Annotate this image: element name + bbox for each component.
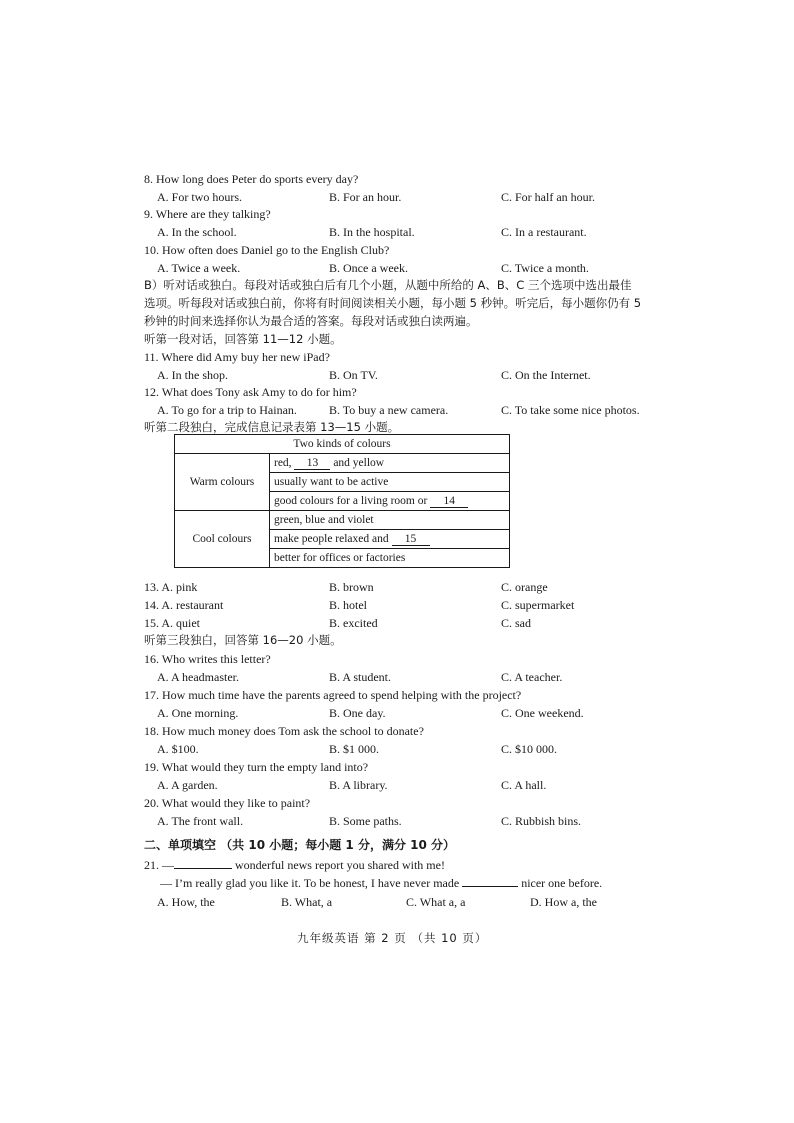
question-16-option-b: B. A student. — [329, 670, 392, 684]
blank-15: 15 — [392, 533, 430, 546]
cell-text: red, — [274, 456, 295, 469]
question-14-option-b: B. hotel — [329, 598, 367, 612]
cool-colours-label: Cool colours — [175, 511, 270, 568]
question-21-option-b: B. What, a — [281, 895, 333, 909]
table-row — [175, 511, 510, 530]
table-title: Two kinds of colours — [175, 435, 510, 454]
part-3-instruction: 听第三段独白，回答第 16—20 小题。 — [144, 633, 342, 647]
question-16-option-a: A. A headmaster. — [157, 670, 239, 684]
question-21-option-c: C. What a, a — [406, 895, 466, 909]
question-21-option-d: D. How a, the — [530, 895, 597, 909]
part-1-instruction: 听第一段对话，回答第 11—12 小题。 — [144, 332, 342, 346]
question-20-stem: 20. What would they like to paint? — [144, 796, 311, 810]
question-11-stem: 11. Where did Amy buy her new iPad? — [144, 350, 330, 364]
question-9-option-b: B. In the hospital. — [329, 225, 415, 239]
section-two-title: 二、单项填空 （共 10 小题；每小题 1 分，满分 10 分） — [144, 838, 455, 852]
question-8-option-b: B. For an hour. — [329, 190, 402, 204]
question-21-line-2-text: — I’m really glad you like it. To be honest, I have never made — [160, 876, 460, 890]
blank-13: 13 — [294, 457, 330, 470]
question-12-option-b: B. To buy a new camera. — [329, 403, 449, 417]
question-8-option-c: C. For half an hour. — [501, 190, 595, 204]
cell-text: make people relaxed and — [274, 532, 392, 545]
table-cell: usually want to be active — [270, 473, 510, 492]
question-19-option-a: A. A garden. — [157, 778, 218, 792]
question-16-option-c: C. A teacher. — [501, 670, 563, 684]
page-footer: 九年级英语 第 2 页 （共 10 页） — [297, 931, 488, 945]
question-9-option-a: A. In the school. — [157, 225, 237, 239]
question-10-option-b: B. Once a week. — [329, 261, 408, 275]
question-8-option-a: A. For two hours. — [157, 190, 243, 204]
warm-colours-label: Warm colours — [175, 454, 270, 511]
table-cell: green, blue and violet — [270, 511, 510, 530]
question-16-stem: 16. Who writes this letter? — [144, 652, 271, 666]
question-18-stem: 18. How much money does Tom ask the school to donate? — [144, 724, 424, 738]
question-20-option-c: C. Rubbish bins. — [501, 814, 582, 828]
question-17-option-c: C. One weekend. — [501, 706, 584, 720]
question-15-option-b: B. excited — [329, 616, 378, 630]
question-21-option-a: A. How, the — [157, 895, 215, 909]
table-cell — [270, 492, 510, 511]
question-14-option-a: 14. A. restaurant — [144, 598, 224, 612]
question-21-prefix: 21. — — [144, 858, 174, 872]
question-13-option-c: C. orange — [501, 580, 548, 594]
question-11-option-b: B. On TV. — [329, 368, 378, 382]
question-12-stem: 12. What does Tony ask Amy to do for him? — [144, 385, 357, 399]
table-cell — [270, 454, 510, 473]
question-17-stem: 17. How much time have the parents agreed to spend helping with the project? — [144, 688, 522, 702]
question-8-stem: 8. How long does Peter do sports every day? — [144, 172, 359, 186]
question-20-option-a: A. The front wall. — [157, 814, 244, 828]
cell-text: and yellow — [330, 456, 385, 469]
question-10-option-a: A. Twice a week. — [157, 261, 241, 275]
question-11-option-a: A. In the shop. — [157, 368, 228, 382]
question-10-stem: 10. How often does Daniel go to the English Club? — [144, 243, 390, 257]
question-20-option-b: B. Some paths. — [329, 814, 402, 828]
question-12-option-a: A. To go for a trip to Hainan. — [157, 403, 297, 417]
blank-14: 14 — [430, 495, 468, 508]
colour-info-table — [174, 434, 510, 568]
question-19-stem: 19. What would they turn the empty land into? — [144, 760, 369, 774]
question-13-option-b: B. brown — [329, 580, 374, 594]
table-row — [175, 454, 510, 473]
part-2-instruction: 听第二段独白，完成信息记录表第 13—15 小题。 — [144, 420, 400, 434]
question-9-option-c: C. In a restaurant. — [501, 225, 587, 239]
cell-text: good colours for a living room or — [274, 494, 431, 507]
question-21-blank-1 — [174, 868, 232, 869]
question-14-option-c: C. supermarket — [501, 598, 575, 612]
question-18-option-a: A. $100. — [157, 742, 199, 756]
section-b-instruction-line-1: B）听对话或独白。每段对话或独白后有几个小题，从题中所给的 A、B、C 三个选项中选出最佳 — [144, 278, 632, 292]
table-cell — [270, 530, 510, 549]
question-18-option-c: C. $10 000. — [501, 742, 558, 756]
table-cell: better for offices or factories — [270, 549, 510, 568]
question-21-line-2-end: nicer one before. — [521, 876, 603, 890]
question-17-option-a: A. One morning. — [157, 706, 239, 720]
question-11-option-c: C. On the Internet. — [501, 368, 591, 382]
question-18-option-b: B. $1 000. — [329, 742, 380, 756]
question-19-option-c: C. A hall. — [501, 778, 547, 792]
question-13-option-a: 13. A. pink — [144, 580, 198, 594]
question-12-option-c: C. To take some nice photos. — [501, 403, 640, 417]
question-10-option-c: C. Twice a month. — [501, 261, 589, 275]
question-19-option-b: B. A library. — [329, 778, 388, 792]
table-row — [175, 435, 510, 454]
question-15-option-c: C. sad — [501, 616, 531, 630]
question-15-option-a: 15. A. quiet — [144, 616, 200, 630]
question-21-line-1 — [144, 858, 445, 872]
question-9-stem: 9. Where are they talking? — [144, 207, 271, 221]
question-21-line-1-text: wonderful news report you shared with me! — [235, 858, 445, 872]
question-21-line-2 — [160, 876, 602, 890]
question-17-option-b: B. One day. — [329, 706, 386, 720]
question-21-blank-2 — [462, 886, 518, 887]
section-b-instruction-line-2: 选项。听每段对话或独白前，你将有时间阅读相关小题，每小题 5 秒钟。听完后，每小题你仍有 5 — [144, 296, 642, 310]
section-b-instruction-line-3: 秒钟的时间来选择你认为最合适的答案。每段对话或独白读两遍。 — [144, 314, 478, 328]
